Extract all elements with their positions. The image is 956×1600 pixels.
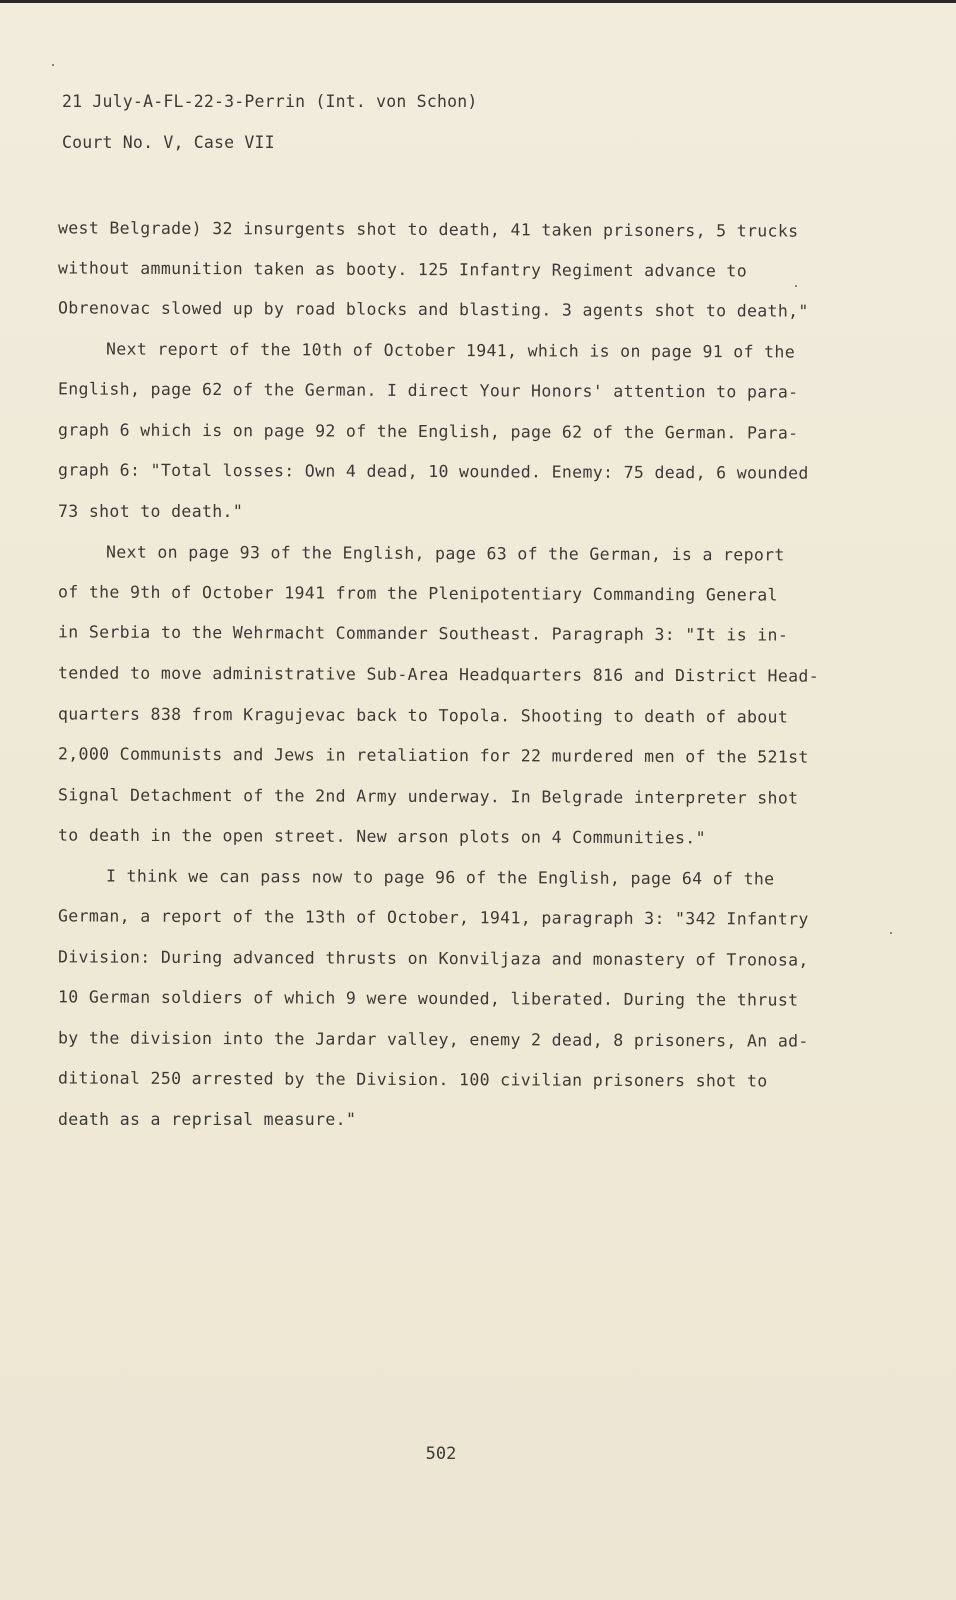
body-line: death as a reprisal measure." [58,1110,357,1129]
body-line: to death in the open street. New arson plots on 4 Communities." [57,825,706,848]
court-case-header: Court No. V, Case VII [62,133,275,152]
body-line: graph 6: "Total losses: Own 4 dead, 10 wounded. Enemy: 75 dead, 6 wounded [57,460,809,483]
body-line: by the division into the Jardar valley, enemy 2 dead, 8 prisoners, An ad- [57,1028,809,1051]
body-line: Signal Detachment of the 2nd Army underway. In Belgrade interpreter shot [57,785,799,808]
body-line: graph 6 which is on page 92 of the English, page 62 of the German. Para- [57,420,799,443]
body-line: 2,000 Communists and Jews in retaliation for 22 murdered men of the 521st [57,744,809,767]
body-line: without ammunition taken as booty. 125 Infantry Regiment advance to [57,258,748,281]
body-line: of the 9th of October 1941 from the Plenipotentiary Commanding General [57,582,778,605]
body-line: west Belgrade) 32 insurgents shot to death, 41 taken prisoners, 5 trucks [57,218,799,241]
body-line: 73 shot to death." [58,502,244,521]
body-line: English, page 62 of the German. I direct Your Honors' attention to para- [57,379,799,402]
scan-top-edge [0,0,956,3]
body-line: Division: During advanced thrusts on Konviljaza and monastery of Tronosa, [57,947,809,970]
body-line: Obrenovac slowed up by road blocks and blasting. 3 agents shot to death," [57,298,809,321]
session-header: 21 July-A-FL-22-3-Perrin (Int. von Schon) [62,92,478,111]
body-line: 10 German soldiers of which 9 were wounded, liberated. During the thrust [57,987,799,1010]
scan-speck [52,64,54,66]
body-line: quarters 838 from Kragujevac back to Topola. Shooting to death of about [57,704,789,727]
body-line: German, a report of the 13th of October, 1941, paragraph 3: "342 Infantry [57,906,809,929]
body-line: ditional 250 arrested by the Division. 100 civilian prisoners shot to [57,1068,768,1091]
body-line: I think we can pass now to page 96 of the English, page 64 of the [105,866,775,889]
scan-speck [795,285,797,287]
scan-speck [890,932,892,934]
body-line: Next on page 93 of the English, page 63 of the German, is a report [105,542,785,565]
body-line: Next report of the 10th of October 1941, which is on page 91 of the [105,339,796,362]
body-line: in Serbia to the Wehrmacht Commander Southeast. Paragraph 3: "It is in- [57,622,789,645]
body-line: tended to move administrative Sub-Area Headquarters 816 and District Head- [57,663,820,686]
page-number: 502 [425,1444,457,1464]
